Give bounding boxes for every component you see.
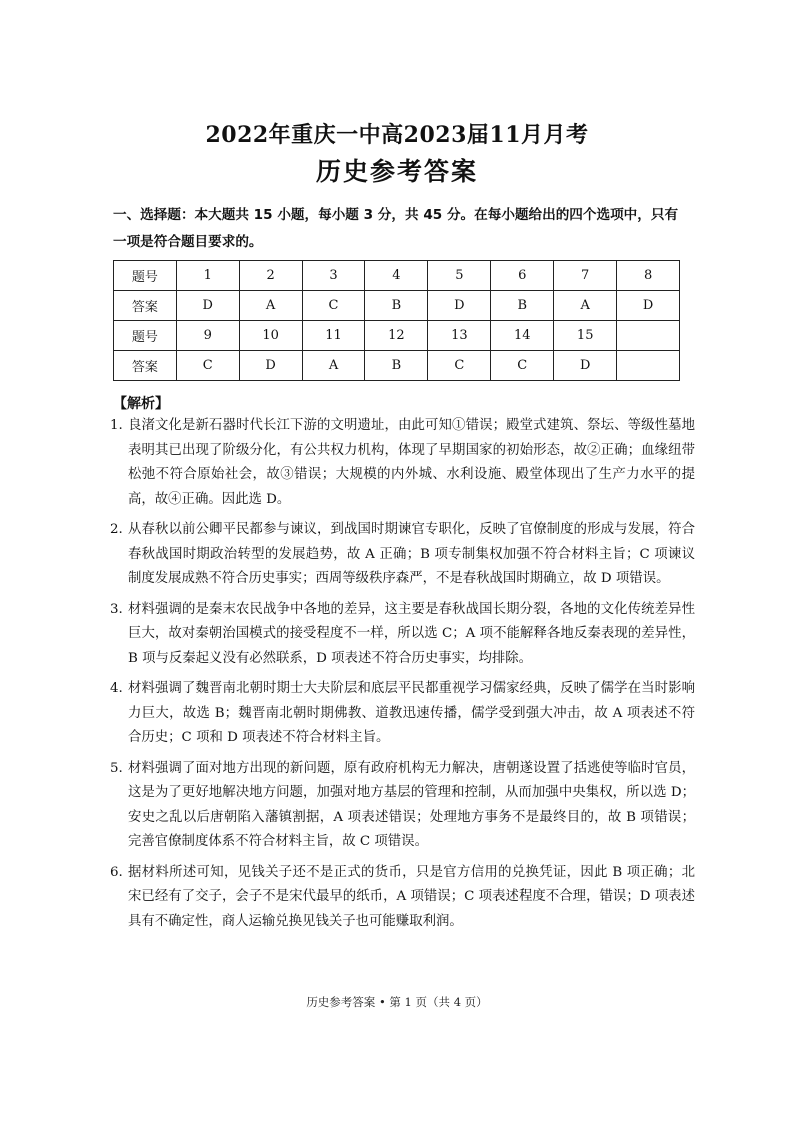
item-text: 良渚文化是新石器时代长江下游的文明遗址，由此可知①错误；殿堂式建筑、祭坛、等级性墓地表明其已出现了阶级分化，有公共权力机构，体现了早期国家的初始形态，故②正确；血缘纽带松弛不符合原始社会，故③错误；大规模的内外城、水利设施、殿堂体现出了生产力水平的提高，故④正确。因此选 D。 — [128, 418, 695, 507]
table-cell: 3 — [302, 261, 365, 291]
table-cell: A — [302, 351, 365, 381]
section-intro: 一、选择题：本大题共 15 小题，每小题 3 分，共 45 分。在每小题给出的四个选项中，只有一项是符合题目要求的。 — [113, 207, 679, 250]
table-row-header: 题号 — [114, 321, 177, 351]
table-row-header: 答案 — [114, 351, 177, 381]
analysis-item-1 — [110, 414, 695, 512]
table-cell: 11 — [302, 321, 365, 351]
table-cell — [617, 351, 680, 381]
item-text: 据材料所述可知，见钱关子还不是正式的货币，只是官方信用的兑换凭证，因此 B 项正确；北宋已经有了交子，会子不是宋代最早的纸币，A 项错误；C 项表述程度不合理，错误；D 项表述具有不确定性，商人运输兑换见钱关子也可能赚取利润。 — [128, 864, 695, 929]
item-number: 6. — [110, 864, 123, 880]
item-number: 2. — [110, 522, 123, 537]
table-cell: 15 — [554, 321, 617, 351]
analysis-item-2 — [110, 518, 695, 592]
item-text: 材料强调了面对地方出现的新问题，原有政府机构无力解决，唐朝遂设置了括逃使等临时官员，这是为了更好地解决地方问题，加强对地方基层的管理和控制，从而加强中央集权，所以选 D；安史之乱以后唐朝陷入藩镇割据，A 项表述错误；处理地方事务不是最终目的，故 B 项错误；完善官僚制度体系不符合材料主旨，故 C 项错误。 — [128, 760, 695, 849]
analysis-item-5 — [110, 757, 695, 855]
page-footer: 历史参考答案 • 第 1 页（共 4 页） — [306, 995, 488, 1009]
table-row — [114, 321, 680, 351]
page-subtitle: 历史参考答案 — [315, 157, 478, 186]
table-row — [114, 291, 680, 321]
table-cell: C — [176, 351, 239, 381]
table-cell: A — [554, 291, 617, 321]
table-cell: 4 — [365, 261, 428, 291]
table-cell: C — [491, 351, 554, 381]
analysis-heading: 【解析】 — [113, 396, 169, 412]
table-row-header: 答案 — [114, 291, 177, 321]
table-cell: 5 — [428, 261, 491, 291]
table-cell: A — [239, 291, 302, 321]
table-cell: 6 — [491, 261, 554, 291]
item-number: 4. — [110, 681, 123, 696]
table-cell: 13 — [428, 321, 491, 351]
page-title: 2022年重庆一中高2023届11月月考 — [205, 122, 589, 148]
table-cell: B — [491, 291, 554, 321]
table-row — [114, 351, 680, 381]
table-cell: C — [428, 351, 491, 381]
table-cell: D — [554, 351, 617, 381]
table-cell: 1 — [176, 261, 239, 291]
table-row — [114, 261, 680, 291]
item-text: 材料强调了魏晋南北朝时期士大夫阶层和底层平民都重视学习儒家经典，反映了儒学在当时影响力巨大，故选 B；魏晋南北朝时期佛教、道教迅速传播，儒学受到强大冲击，故 A 项表述不符合历史；C 项和 D 项表述不符合材料主旨。 — [128, 681, 695, 745]
item-text: 从春秋以前公卿平民都参与谏议，到战国时期谏官专职化，反映了官僚制度的形成与发展，符合春秋战国时期政治转型的发展趋势，故 A 正确；B 项专制集权加强不符合材料主旨；C 项谏议制度发展成熟不符合历史事实；西周等级秩序森严，不是春秋战国时期确立，故 D 项错误。 — [128, 522, 695, 586]
analysis-list — [110, 414, 695, 940]
table-cell: B — [365, 291, 428, 321]
table-cell: 10 — [239, 321, 302, 351]
item-number: 5. — [110, 760, 123, 776]
item-number: 3. — [110, 601, 123, 617]
table-cell: D — [239, 351, 302, 381]
table-cell: 14 — [491, 321, 554, 351]
item-text: 材料强调的是秦末农民战争中各地的差异，这主要是春秋战国长期分裂，各地的文化传统差异性巨大，故对秦朝治国模式的接受程度不一样，所以选 C；A 项不能解释各地反秦表现的差异性，B 项与反秦起义没有必然联系，D 项表述不符合历史事实，均排除。 — [128, 601, 695, 666]
table-cell: 8 — [617, 261, 680, 291]
table-cell: 7 — [554, 261, 617, 291]
item-number: 1. — [110, 418, 123, 433]
analysis-item-6 — [110, 861, 695, 935]
table-row-header: 题号 — [114, 261, 177, 291]
table-cell: C — [302, 291, 365, 321]
table-cell: 9 — [176, 321, 239, 351]
table-cell: 12 — [365, 321, 428, 351]
analysis-item-4 — [110, 677, 695, 751]
table-cell: D — [176, 291, 239, 321]
table-cell: 2 — [239, 261, 302, 291]
table-cell: B — [365, 351, 428, 381]
answer-table — [113, 260, 680, 381]
analysis-item-3 — [110, 598, 695, 672]
table-cell — [617, 321, 680, 351]
table-cell: D — [617, 291, 680, 321]
table-cell: D — [428, 291, 491, 321]
